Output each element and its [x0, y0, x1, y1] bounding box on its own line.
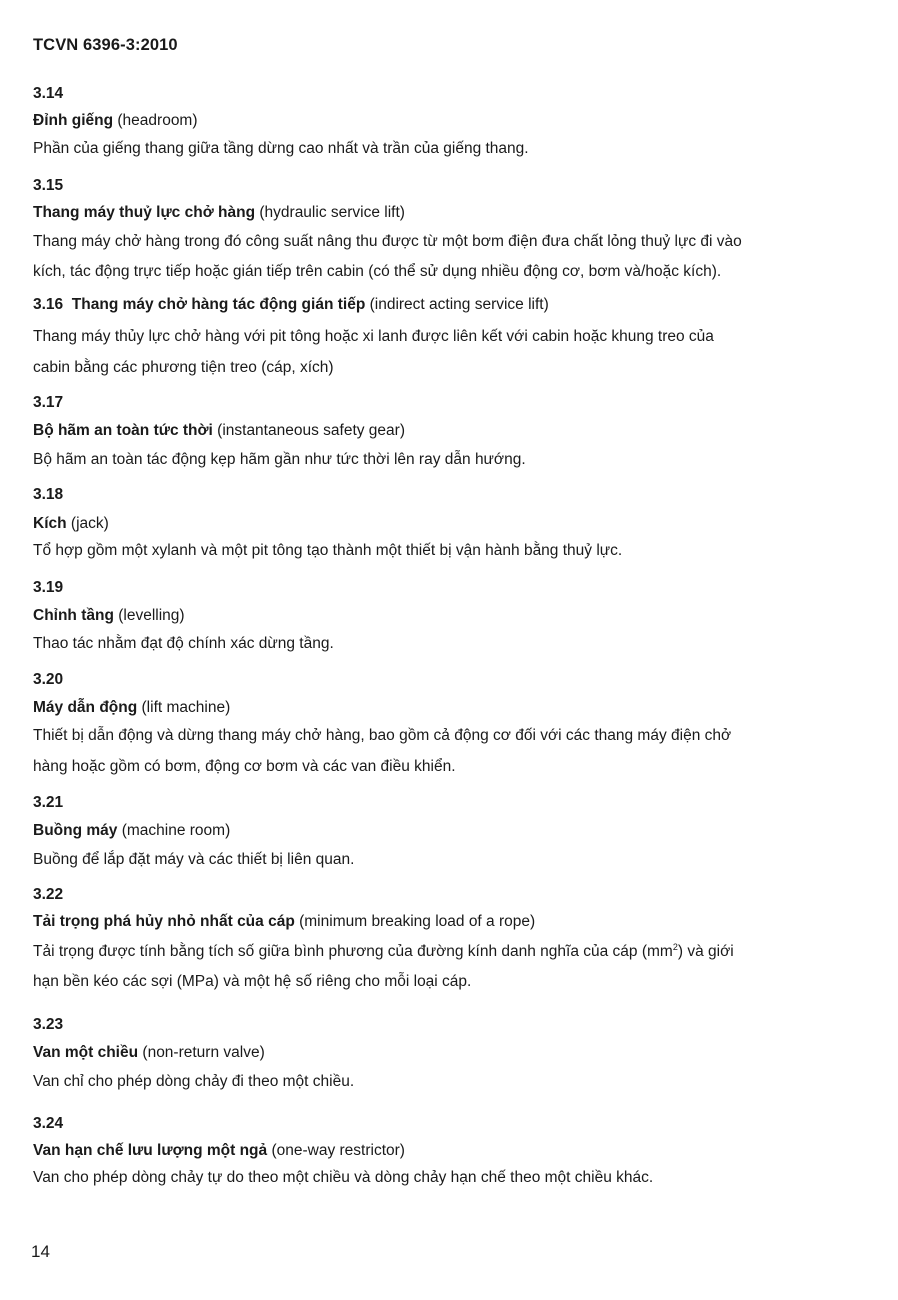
term-en: (lift machine) — [141, 699, 231, 716]
clause-number: 3.15 — [33, 177, 64, 194]
term-en: (one-way restrictor) — [271, 1142, 405, 1159]
clause-number: 3.22 — [33, 886, 64, 903]
term-en: (instantaneous safety gear) — [217, 422, 405, 439]
term-line — [33, 421, 853, 441]
definition-line: kích, tác động trực tiếp hoặc gián tiếp trên cabin (có thể sử dụng nhiều động cơ, bơm và/hoặc kích). — [33, 263, 722, 280]
term-en: (machine room) — [121, 822, 231, 839]
term-line — [33, 912, 853, 932]
term-en: (hydraulic service lift) — [259, 204, 405, 221]
definition-line: hạn bền kéo các sợi (MPa) và một hệ số riêng cho mỗi loại cáp. — [33, 973, 472, 990]
term-en: (non-return valve) — [142, 1044, 265, 1061]
definition-line: Thao tác nhằm đạt độ chính xác dừng tầng. — [33, 635, 334, 652]
definition-line: Tổ hợp gồm một xylanh và một pit tông tạo thành một thiết bị vận hành bằng thuỷ lực. — [33, 542, 623, 559]
term-vi: Buồng máy — [33, 822, 118, 839]
definition-line — [33, 942, 853, 962]
term-en: (jack) — [70, 515, 109, 532]
clause-number: 3.24 — [33, 1115, 64, 1132]
term-en: (levelling) — [118, 607, 185, 624]
definition-line: hàng hoặc gồm có bơm, động cơ bơm và các van điều khiển. — [33, 758, 456, 775]
superscript: 2 — [672, 941, 678, 952]
definition-line: Van cho phép dòng chảy tự do theo một chiều và dòng chảy hạn chế theo một chiều khác. — [33, 1169, 654, 1186]
clause-number: 3.18 — [33, 486, 64, 503]
term-line — [33, 203, 853, 223]
term-vi: Tải trọng phá hủy nhỏ nhất của cáp — [33, 913, 295, 930]
term-line — [33, 1141, 853, 1161]
term-en: (headroom) — [117, 112, 198, 129]
clause-number: 3.19 — [33, 579, 64, 596]
term-vi: Thang máy chở hàng tác động gián tiếp — [71, 296, 366, 313]
term-vi: Chỉnh tầng — [33, 607, 114, 624]
term-vi: Bộ hãm an toàn tức thời — [33, 422, 213, 439]
term-vi: Máy dẫn động — [33, 699, 138, 716]
clause-number: 3.14 — [33, 85, 64, 102]
clause-number: 3.17 — [33, 394, 64, 411]
page-number: 14 — [31, 1242, 50, 1261]
definition-line: Van chỉ cho phép dòng chảy đi theo một chiều. — [33, 1073, 355, 1090]
term-vi: Van hạn chế lưu lượng một ngả — [33, 1142, 268, 1159]
term-en: (minimum breaking load of a rope) — [299, 913, 536, 930]
definition-line: Thiết bị dẫn động và dừng thang máy chở hàng, bao gồm cả động cơ đối với các thang máy điện chở — [33, 727, 732, 744]
term-line — [33, 698, 853, 718]
term-line — [33, 606, 853, 626]
term-line — [33, 821, 853, 841]
definition-line: Bộ hãm an toàn tác động kẹp hãm gần như tức thời lên ray dẫn hướng. — [33, 451, 526, 468]
clause-number: 3.21 — [33, 794, 64, 811]
term-vi: Đỉnh giếng — [33, 112, 114, 129]
definition-line: Buồng để lắp đặt máy và các thiết bị liên quan. — [33, 851, 355, 868]
definition-line: Thang máy thủy lực chở hàng với pit tông hoặc xi lanh được liên kết với cabin hoặc khung treo của — [33, 328, 714, 345]
term-line — [33, 514, 853, 534]
standard-code-header: TCVN 6396-3:2010 — [33, 36, 178, 54]
definition-text-tail: ) và giới — [677, 943, 734, 960]
term-vi: Thang máy thuỷ lực chở hàng — [33, 204, 256, 221]
definition-line: Thang máy chở hàng trong đó công suất nâng thu được từ một bơm điện đưa chất lỏng thuỷ lực đi vào — [33, 233, 742, 250]
term-line — [33, 1043, 853, 1063]
definition-line: cabin bằng các phương tiện treo (cáp, xích) — [33, 359, 334, 376]
clause-number: 3.16 — [33, 296, 64, 313]
definition-text: Tải trọng được tính bằng tích số giữa bình phương của đường kính danh nghĩa của cáp (mm — [33, 943, 673, 960]
clause-number: 3.20 — [33, 671, 64, 688]
term-vi: Kích — [33, 515, 67, 532]
definition-line: Phần của giếng thang giữa tầng dừng cao nhất và trần của giếng thang. — [33, 140, 529, 157]
term-vi: Van một chiều — [33, 1044, 139, 1061]
term-line — [33, 295, 853, 315]
clause-number: 3.23 — [33, 1016, 64, 1033]
term-en: (indirect acting service lift) — [369, 296, 549, 313]
term-line — [33, 111, 853, 131]
